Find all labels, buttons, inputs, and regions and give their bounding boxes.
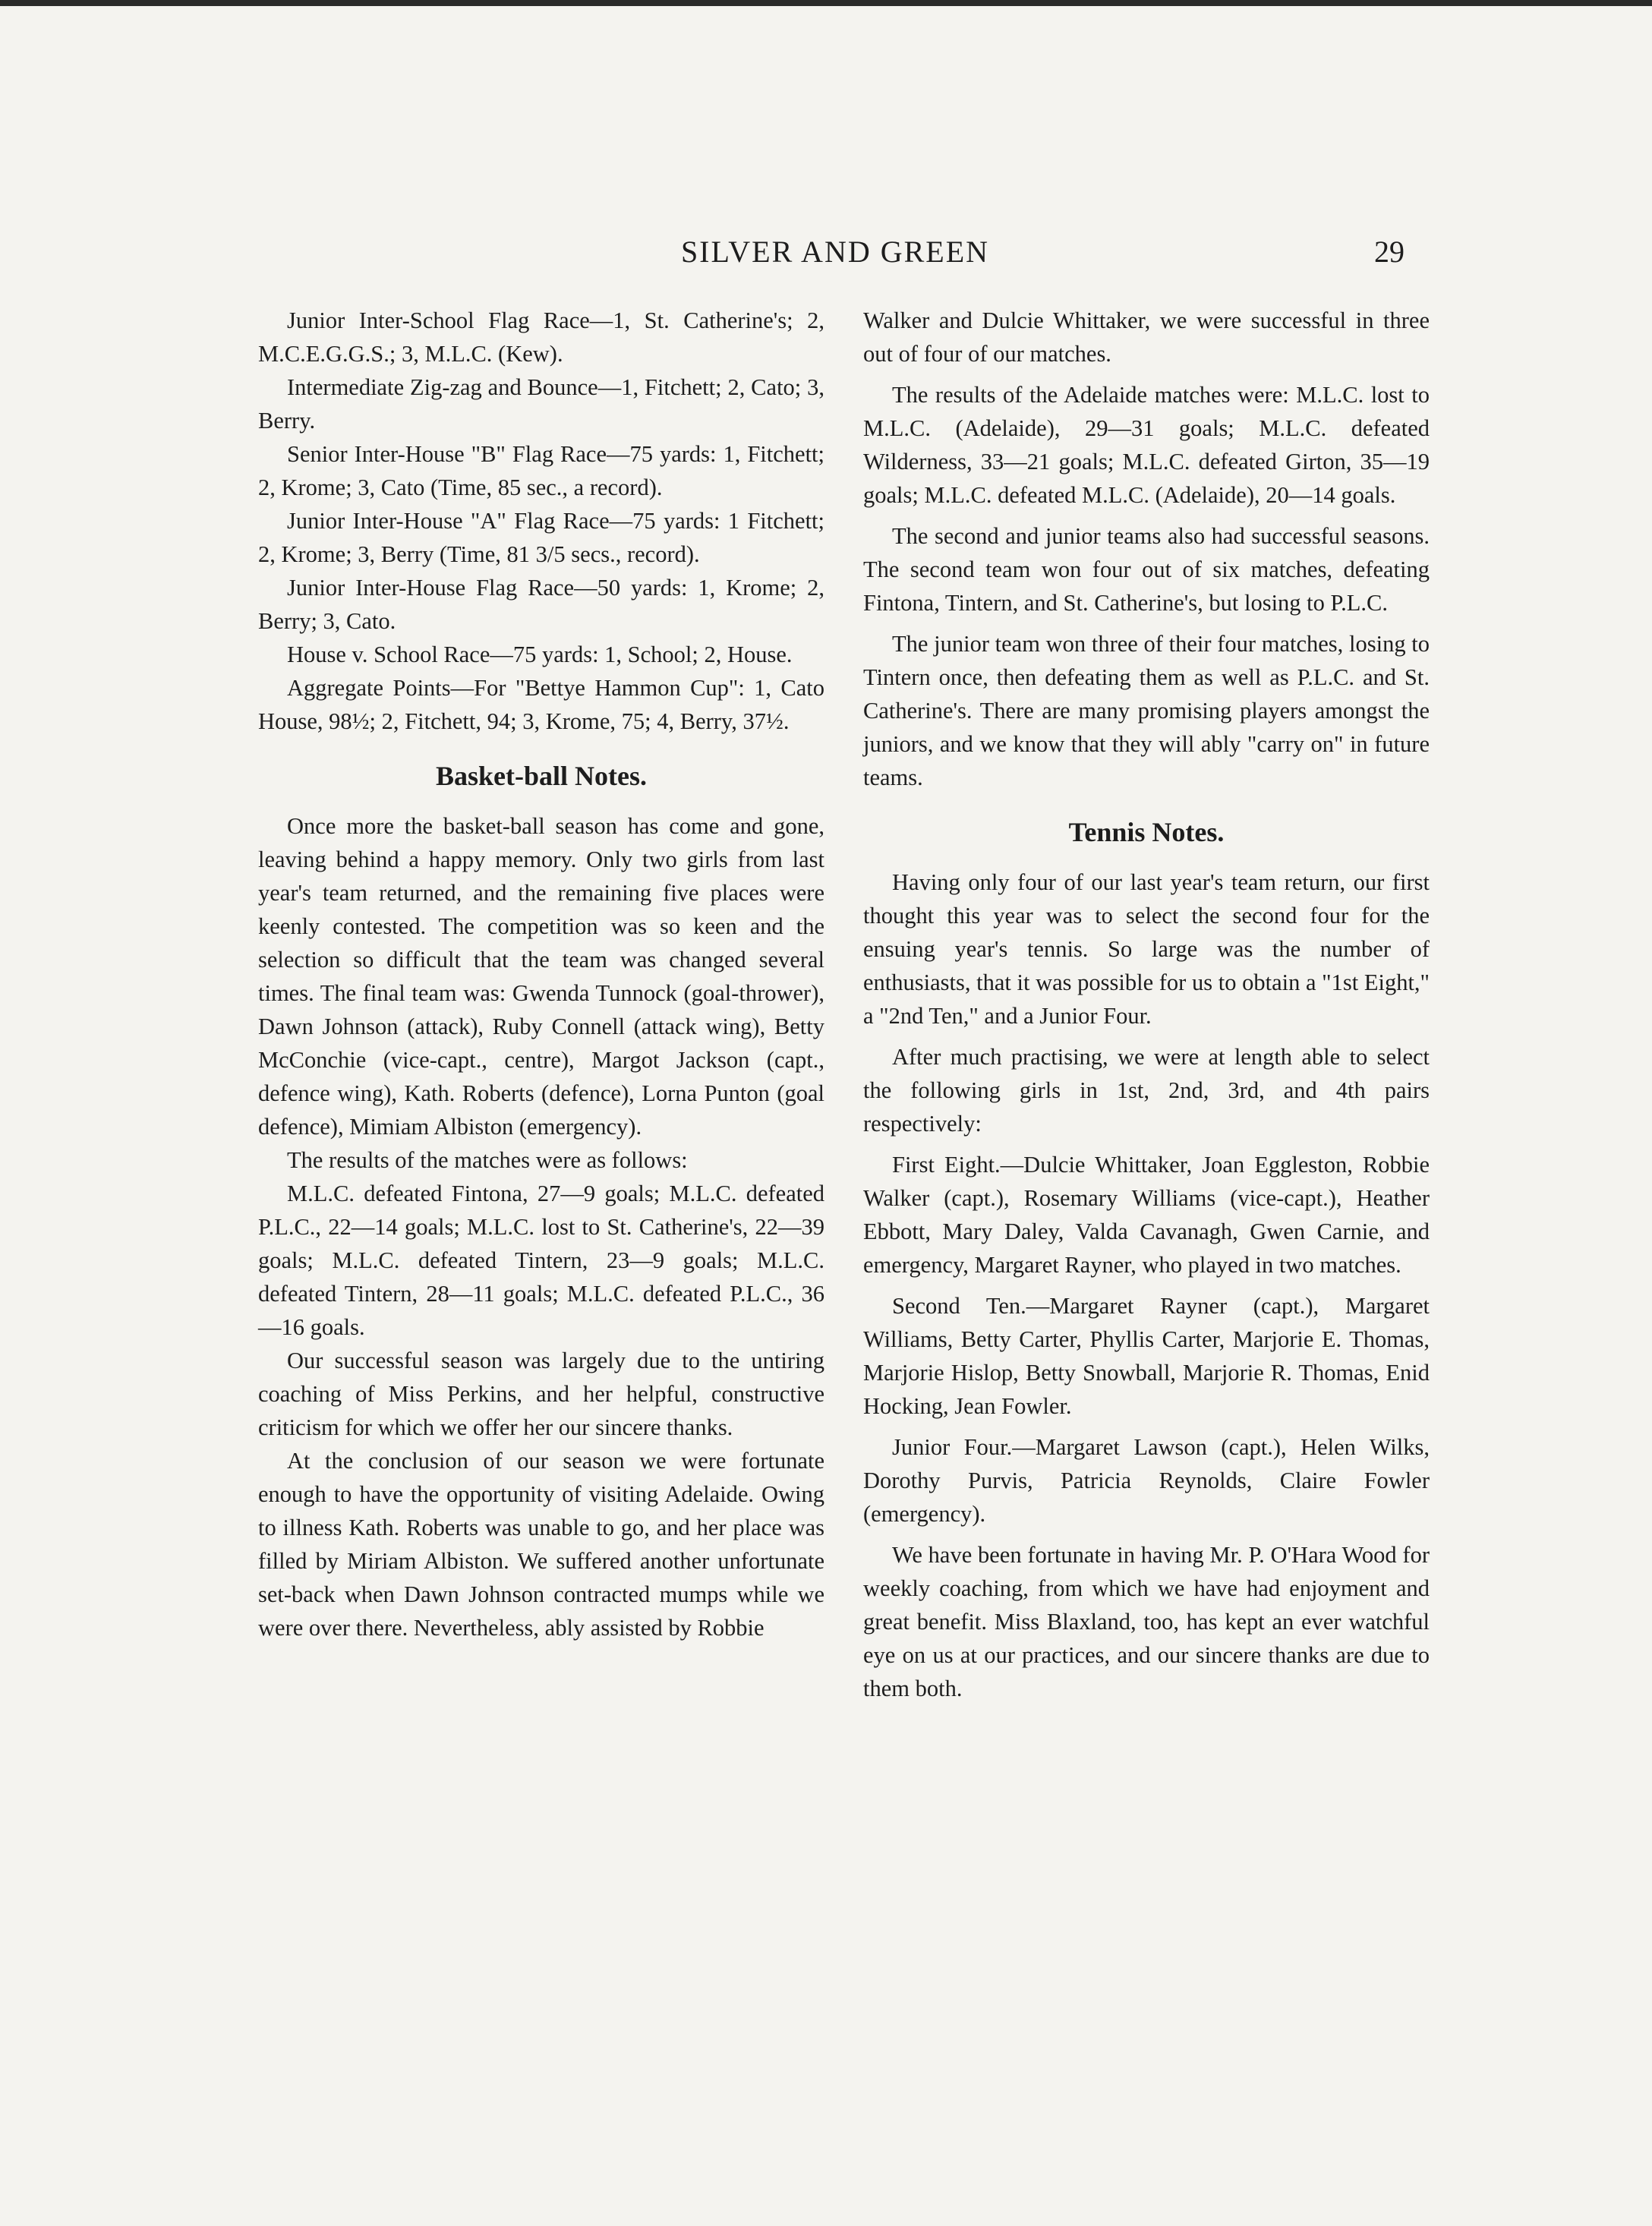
sports-result: House v. School Race—75 yards: 1, School; 2, House.: [287, 642, 793, 667]
sports-result: Intermediate Zig-zag and Bounce—1, Fitchett; 2, Cato; 3, Berry.: [258, 374, 824, 434]
basketball-paragraph: Once more the basket-ball season has come and gone, leaving behind a happy memory. Only two girls from last year's team returned, and the remaining five places were keenly contested. The competition was so keen and the selection so difficult that the team was changed several times. The final team was: Gwenda Tunnock (goal-thrower), Dawn Johnson (attack), Ruby Connell (attack wing), Betty McConchie (vice-capt., centre), Margot Jackson (capt., defence wing), Kath. Roberts (defence), Lorna Punton (goal defence), Mimiam Albiston (emergency).: [258, 813, 824, 1140]
sports-result: Junior Inter-School Flag Race—1, St. Catherine's; 2, M.C.E.G.G.S.; 3, M.L.C. (Kew).: [258, 307, 824, 367]
tennis-paragraph: After much practising, we were at length able to select the following girls in 1st, 2nd, 3rd, and 4th pairs respectively:: [863, 1044, 1430, 1137]
sports-result: Aggregate Points—For "Bettye Hammon Cup": 1, Cato House, 98½; 2, Fitchett, 94; 3, Krome, 75; 4, Berry, 37½.: [258, 675, 824, 734]
sports-result: Senior Inter-House "B" Flag Race—75 yards: 1, Fitchett; 2, Krome; 3, Cato (Time, 85 sec., a record).: [258, 441, 824, 500]
continued-paragraph: Walker and Dulcie Whittaker, we were successful in three out of four of our matches.: [863, 307, 1430, 367]
sports-result: Junior Inter-House Flag Race—50 yards: 1, Krome; 2, Berry; 3, Cato.: [258, 575, 824, 634]
page-number: 29: [1374, 235, 1405, 269]
running-header: [258, 234, 1412, 279]
tennis-paragraph: First Eight.—Dulcie Whittaker, Joan Eggleston, Robbie Walker (capt.), Rosemary Williams (vice-capt.), Heather Ebbott, Mary Daley, Valda Cavanagh, Gwen Carnie, and emergency, Margaret Rayner, who played in two matches.: [863, 1152, 1430, 1278]
basketball-paragraph: At the conclusion of our season we were fortunate enough to have the opportunity of visiting Adelaide. Owing to illness Kath. Roberts was unable to go, and her place was filled by Miriam Albiston. We suffered another unfortunate set-back when Dawn Johnson contracted mumps while we were over there. Nevertheless, ably assisted by Robbie: [258, 1448, 824, 1641]
right-column: [863, 304, 1430, 1705]
tennis-heading: Tennis Notes.: [1068, 817, 1225, 847]
publication-title: SILVER AND GREEN: [680, 235, 990, 269]
basketball-paragraph: The results of the Adelaide matches were: M.L.C. lost to M.L.C. (Adelaide), 29—31 goals; M.L.C. defeated Wilderness, 33—21 goals; M.L.C. defeated Girton, 35—19 goals; M.L.C. defeated M.L.C. (Adelaide), 20—14 goals.: [863, 382, 1430, 508]
basketball-paragraph: M.L.C. defeated Fintona, 27—9 goals; M.L.C. defeated P.L.C., 22—14 goals; M.L.C. lost to St. Catherine's, 22—39 goals; M.L.C. defeated Tintern, 23—9 goals; M.L.C. defeated Tintern, 28—11 goals; M.L.C. defeated P.L.C., 36—16 goals.: [258, 1181, 824, 1340]
sports-result: Junior Inter-House "A" Flag Race—75 yards: 1 Fitchett; 2, Krome; 3, Berry (Time, 81 3/5 secs., record).: [258, 508, 824, 567]
tennis-paragraph: Junior Four.—Margaret Lawson (capt.), Helen Wilks, Dorothy Purvis, Patricia Reynolds, Claire Fowler (emergency).: [863, 1434, 1430, 1527]
page-edge-shadow: [0, 0, 1652, 6]
tennis-paragraph: Second Ten.—Margaret Rayner (capt.), Margaret Williams, Betty Carter, Phyllis Carter, Marjorie E. Thomas, Marjorie Hislop, Betty Snowball, Marjorie R. Thomas, Enid Hocking, Jean Fowler.: [863, 1293, 1430, 1419]
basketball-paragraph: The second and junior teams also had successful seasons. The second team won four out of six matches, defeating Fintona, Tintern, and St. Catherine's, but losing to P.L.C.: [863, 523, 1430, 616]
basketball-paragraph: The results of the matches were as follows:: [287, 1147, 688, 1173]
tennis-paragraph: We have been fortunate in having Mr. P. O'Hara Wood for weekly coaching, from which we have had enjoyment and great benefit. Miss Blaxland, too, has kept an ever watchful eye on us at our practices, and our sincere thanks are due to them both.: [863, 1542, 1430, 1701]
left-column: [258, 304, 824, 1644]
basketball-heading: Basket-ball Notes.: [436, 761, 647, 791]
basketball-paragraph: The junior team won three of their four matches, losing to Tintern once, then defeating them as well as P.L.C. and St. Catherine's. There are many promising players amongst the juniors, and we know that they will ably "carry on" in future teams.: [863, 631, 1430, 790]
tennis-paragraph: Having only four of our last year's team return, our first thought this year was to select the second four for the ensuing year's tennis. So large was the number of enthusiasts, that it was possible for us to obtain a "1st Eight," a "2nd Ten," and a Junior Four.: [863, 869, 1430, 1029]
basketball-paragraph: Our successful season was largely due to the untiring coaching of Miss Perkins, and her helpful, constructive criticism for which we offer her our sincere thanks.: [258, 1348, 824, 1440]
